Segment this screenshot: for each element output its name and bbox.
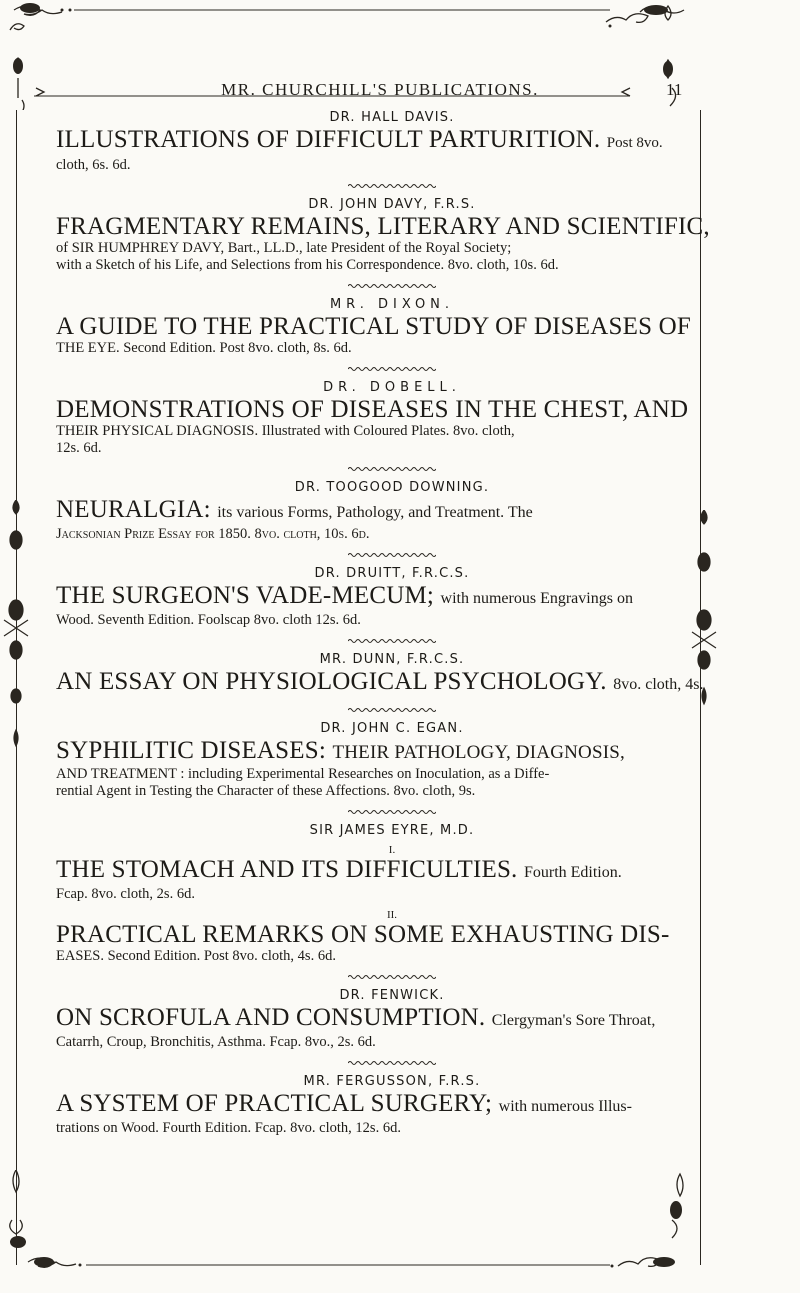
entry-title-line xyxy=(56,1090,728,1120)
entry-title-tail: with numerous Engravings on xyxy=(440,590,633,607)
entry-author: SIR JAMES EYRE, M.D. xyxy=(309,823,475,838)
entry-details-line-1: AND TREATMENT : including Experimental Researches on Inoculation, as a Diffe- xyxy=(56,766,550,782)
separator-flourish-icon xyxy=(348,974,436,980)
entry-title-line xyxy=(56,582,728,612)
entry-author: DR. JOHN C. EGAN. xyxy=(320,721,464,736)
entry-author: DR. JOHN DAVY, F.R.S. xyxy=(308,197,476,212)
entry-title: DEMONSTRATIONS OF DISEASES IN THE CHEST, AND xyxy=(56,396,689,423)
entry-hall-davis xyxy=(56,110,728,189)
entry-author: MR. DIXON. xyxy=(329,297,455,312)
entry-dobell xyxy=(56,380,728,472)
entry-title: A SYSTEM OF PRACTICAL SURGERY; xyxy=(56,1090,493,1117)
entry-title-line xyxy=(56,668,728,698)
entry-details: Fcap. 8vo. cloth, 2s. 6d. xyxy=(56,886,195,902)
entry-author: DR. DOBELL. xyxy=(323,380,461,395)
entry-title-line xyxy=(56,126,728,157)
entry-egan xyxy=(56,721,728,815)
entry-title-line xyxy=(56,496,728,526)
entry-details-line-1: of SIR HUMPHREY DAVY, Bart., LL.D., late President of the Royal Society; xyxy=(56,240,512,256)
entry-author: DR. DRUITT, F.R.C.S. xyxy=(314,566,470,581)
entry-title-line xyxy=(56,1004,728,1034)
entry-author: DR. FENWICK. xyxy=(339,988,445,1003)
separator-flourish-icon xyxy=(348,283,436,289)
entry-author: MR. DUNN, F.R.C.S. xyxy=(319,652,465,667)
entry-title-tail: with numerous Illus- xyxy=(498,1098,632,1115)
bottom-border-ornament-icon xyxy=(0,1170,800,1293)
entry-title: THE STOMACH AND ITS DIFFICULTIES. xyxy=(56,856,518,883)
entry-details: cloth, 6s. 6d. xyxy=(56,157,131,173)
separator-flourish-icon xyxy=(348,366,436,372)
entry-title-line xyxy=(56,856,728,886)
separator-flourish-icon xyxy=(348,809,436,815)
entry-title-tail: 8vo. cloth, 4s. xyxy=(613,676,704,693)
entry-title: AN ESSAY ON PHYSIOLOGICAL PSYCHOLOGY. xyxy=(56,668,607,695)
entry-author: DR. HALL DAVIS. xyxy=(329,110,455,125)
entry-title: ILLUSTRATIONS OF DIFFICULT PARTURITION. xyxy=(56,126,601,153)
entry-title: SYPHILITIC DISEASES: xyxy=(56,737,326,764)
entry-john-davy xyxy=(56,197,728,289)
entry-details-line-2: 12s. 6d. xyxy=(56,440,102,456)
entry-title: THE SURGEON'S VADE-MECUM; xyxy=(56,582,435,609)
entry-details-line-1: THEIR PHYSICAL DIAGNOSIS. Illustrated with Coloured Plates. 8vo. cloth, xyxy=(56,423,515,439)
entry-details: EASES. Second Edition. Post 8vo. cloth, 4s. 6d. xyxy=(56,948,336,964)
entry-author: MR. FERGUSSON, F.R.S. xyxy=(303,1074,481,1089)
entry-eyre xyxy=(56,823,728,980)
page-header-title: MR. CHURCHILL'S PUBLICATIONS. xyxy=(221,80,539,99)
entry-title-tail: Fourth Edition. xyxy=(523,864,622,881)
entry-dunn xyxy=(56,652,728,713)
entry-author: DR. TOOGOOD DOWNING. xyxy=(294,480,490,495)
entry-title-tail: Clergyman's Sore Throat, xyxy=(491,1012,656,1029)
entry-details-line-2: rential Agent in Testing the Character of these Affections. 8vo. cloth, 9s. xyxy=(56,783,476,799)
entry-title-tail: Post 8vo. xyxy=(606,135,663,151)
entry-details: THE EYE. Second Edition. Post 8vo. cloth, 8s. 6d. xyxy=(56,340,352,356)
entry-toogood-downing xyxy=(56,480,728,558)
left-side-ornament-icon xyxy=(0,500,34,770)
entry-title: FRAGMENTARY REMAINS, LITERARY AND SCIENTIFIC, xyxy=(56,213,710,240)
separator-flourish-icon xyxy=(348,183,436,189)
entry-title-tail: THEIR PATHOLOGY, DIAGNOSIS, xyxy=(332,742,625,763)
entry-numeral: I. xyxy=(388,844,396,856)
entry-numeral: II. xyxy=(386,909,398,921)
entry-details-line-2: with a Sketch of his Life, and Selections from his Correspondence. 8vo. cloth, 10s. 6d. xyxy=(56,257,559,273)
separator-flourish-icon xyxy=(348,1060,436,1066)
separator-flourish-icon xyxy=(348,638,436,644)
entry-title: NEURALGIA: xyxy=(56,496,211,523)
entry-details: Wood. Seventh Edition. Foolscap 8vo. cloth 12s. 6d. xyxy=(56,612,361,628)
separator-flourish-icon xyxy=(348,707,436,713)
entry-title-line xyxy=(56,737,728,766)
page-number: 11 xyxy=(666,80,683,99)
catalogue-entries xyxy=(56,110,728,1137)
entry-dixon xyxy=(56,297,728,372)
entry-title: PRACTICAL REMARKS ON SOME EXHAUSTING DIS- xyxy=(56,921,670,948)
separator-flourish-icon xyxy=(348,552,436,558)
entry-title-tail: its various Forms, Pathology, and Treatment. The xyxy=(217,504,533,521)
entry-fergusson xyxy=(56,1074,728,1137)
entry-details: Catarrh, Croup, Bronchitis, Asthma. Fcap. 8vo., 2s. 6d. xyxy=(56,1034,376,1050)
entry-title: ON SCROFULA AND CONSUMPTION. xyxy=(56,1004,486,1031)
entry-fenwick xyxy=(56,988,728,1066)
entry-title: A GUIDE TO THE PRACTICAL STUDY OF DISEASES OF xyxy=(56,313,691,340)
entry-details: Jacksonian Prize Essay for 1850. 8vo. cloth, 10s. 6d. xyxy=(56,526,370,542)
separator-flourish-icon xyxy=(348,466,436,472)
entry-details: trations on Wood. Fourth Edition. Fcap. 8vo. cloth, 12s. 6d. xyxy=(56,1120,401,1136)
entry-druitt xyxy=(56,566,728,644)
